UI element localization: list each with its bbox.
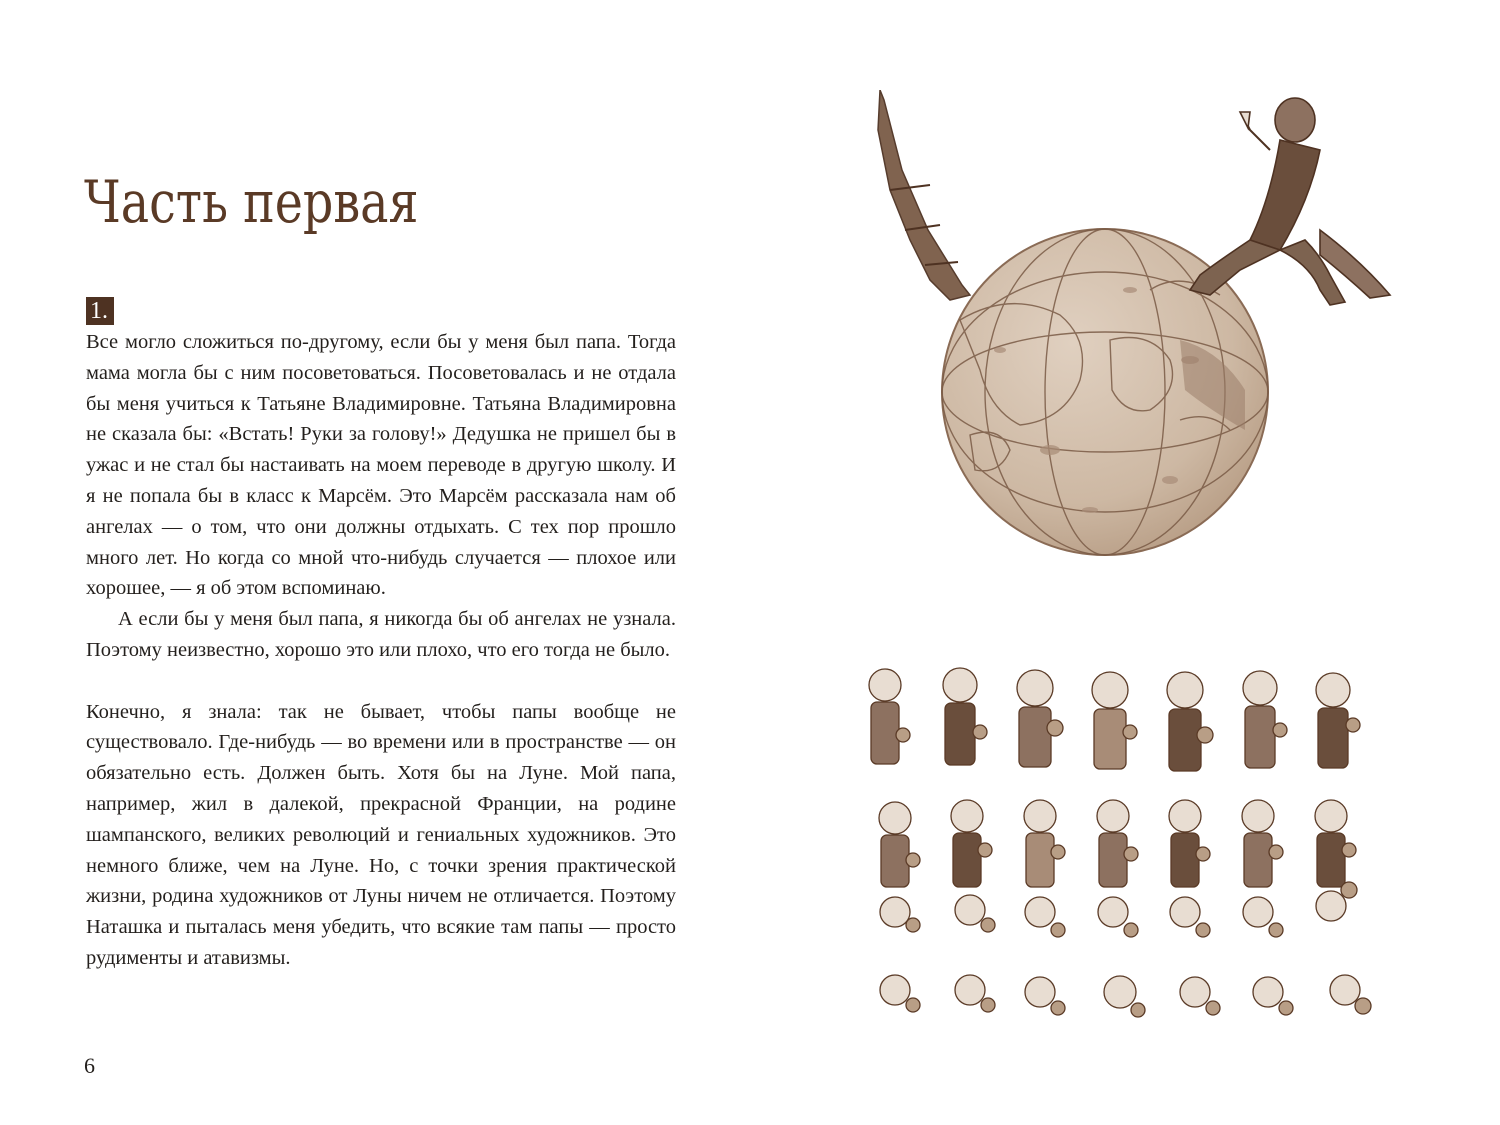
right-page <box>750 0 1500 1125</box>
child-figure-icon <box>869 669 910 764</box>
eiffel-tower-icon <box>878 90 970 300</box>
paragraph-3: Конечно, я знала: так не бывает, чтобы папы вообще не существовало. Где-нибудь — во времени или в пространстве — он обязательно есть. Должен быть. Хотя бы на Луне. Мой папа, например, жил в далекой, прекрасной Франции, на родине шампанского, великих революций и гениальных художников. Это немного ближе, чем на Луне. Но, с точки зрения практической жизни, родина художников от Луны ничем не отличается. Поэтому Наташка и пыталась меня убедить, что всякие там папы — просто рудименты и атавизмы. <box>86 700 676 969</box>
section-number-badge: 1. <box>86 297 114 325</box>
body-text <box>86 327 676 974</box>
paragraph-1: Все могло сложиться по-другому, если бы у меня был папа. Тогда мама могла бы с ним посоветоваться. Посоветовалась и не отдала бы меня учиться к Татьяне Владимировне. Татьяна Владимировна не сказала бы: «Встать! Руки за голову!» Дедушка не пришел бы в ужас и не стал бы настаивать на моем переводе в другую школу. И я не попала бы в класс к Марсём. Это Марсём рассказала нам об ангелах — о том, что они должны отдыхать. С тех пор прошло много лет. Но когда со мной что-нибудь случается — плохое или хорошее, — я об этом вспоминаю. <box>86 331 676 600</box>
globe-illustration <box>850 90 1410 560</box>
paragraph-2: А если бы у меня был папа, я никогда бы об ангелах не узнала. Поэтому неизвестно, хорошо это или плохо, что его тогда не было. <box>86 608 676 661</box>
page-number: 6 <box>84 1053 95 1078</box>
lizard-icon <box>1190 98 1390 305</box>
chapter-title: Часть первая <box>84 168 419 236</box>
children-illustration <box>855 640 1425 1040</box>
